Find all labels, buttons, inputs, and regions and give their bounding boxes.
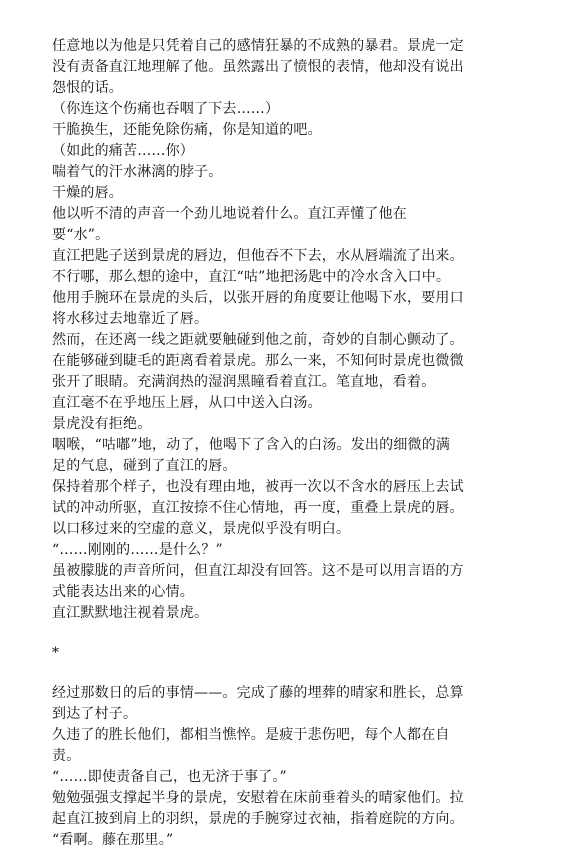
section-gap (52, 624, 550, 643)
document-page (52, 36, 550, 851)
text-line: （你连这个伤痛也吞咽了下去……） (52, 101, 280, 117)
text-line: 起直江披到肩上的羽织，景虎的手腕穿过衣袖，指着庭院的方向。 (52, 811, 464, 827)
text-line: 然而，在还离一线之距就要触碰到他之前，奇妙的自制心颤动了。 (52, 332, 464, 348)
text-line: 怨恨的话。 (52, 80, 123, 96)
text-line: 经过那数日的后的事情——。完成了藤的埋葬的晴家和胜长，总算 (52, 685, 464, 701)
text-line: 到达了村子。 (52, 706, 138, 722)
text-line: 咽喉，“咕嘟”地，动了，他喝下了含入的白汤。发出的细微的满 (52, 437, 451, 453)
text-line: 干脆换生，还能免除伤痛，你是知道的吧。 (52, 122, 322, 138)
text-line: 直江毫不在乎地压上唇，从口中送入白汤。 (52, 395, 322, 411)
text-line: 他用手腕环在景虎的头后，以张开唇的角度要让他喝下水，要用口 (52, 290, 464, 306)
text-line: 保持着那个样子，也没有理由地，被再一次以不含水的唇压上去试 (52, 479, 464, 495)
text-block-2 (52, 683, 550, 851)
text-line: 要“水”。 (52, 227, 110, 243)
text-line: 式能表达出来的心情。 (52, 584, 194, 600)
text-line: 喘着气的汗水淋漓的脖子。 (52, 164, 223, 180)
text-line: 责。 (52, 748, 81, 764)
text-line: 任意地以为他是只凭着自己的感情狂暴的不成熟的暴君。景虎一定 (52, 38, 464, 54)
text-line: 没有责备直江地理解了他。虽然露出了愤恨的表情，他却没有说出 (52, 59, 464, 75)
text-line: 不行哪，那么想的途中，直江“咕”地把汤匙中的冷水含入口中。 (52, 269, 451, 285)
text-line: 张开了眼睛。充满润热的湿润黑瞳看着直江。笔直地，看着。 (52, 374, 436, 390)
text-line: 虽被朦胧的声音所问，但直江却没有回答。这不是可以用言语的方 (52, 563, 464, 579)
text-line: （如此的痛苦……你） (52, 143, 194, 159)
text-line: 他以听不清的声音一个劲儿地说着什么。直江弄懂了他在 (52, 206, 407, 222)
text-line: 试的冲动所驱，直江按捺不住心情地，再一度，重叠上景虎的唇。 (52, 500, 464, 516)
text-line: “……即使责备自己，也无济于事了。” (52, 769, 287, 785)
text-line: 直江把匙子送到景虎的唇边，但他吞不下去，水从唇端流了出来。 (52, 248, 464, 264)
text-line: 勉勉强强支撑起半身的景虎，安慰着在床前垂着头的晴家他们。拉 (52, 790, 464, 806)
text-line: 在能够碰到睫毛的距离看着景虎。那么一来，不知何时景虎也微微 (52, 353, 464, 369)
text-line: “看啊。藤在那里。” (52, 832, 174, 848)
text-line: 将水移过去地靠近了唇。 (52, 311, 209, 327)
text-line: 景虎没有拒绝。 (52, 416, 152, 432)
text-line: 久违了的胜长他们，都相当憔悴。是疲于悲伤吧，每个人都在自 (52, 727, 450, 743)
text-line: 直江默默地注视着景虎。 (52, 605, 209, 621)
text-block-1 (52, 36, 550, 624)
text-line: “……刚刚的……是什么？” (52, 542, 223, 558)
section-separator: * (52, 645, 59, 661)
text-line: 干燥的唇。 (52, 185, 123, 201)
text-line: 以口移过来的空虚的意义，景虎似乎没有明白。 (52, 521, 351, 537)
text-line: 足的气息，碰到了直江的唇。 (52, 458, 237, 474)
section-gap (52, 664, 550, 683)
